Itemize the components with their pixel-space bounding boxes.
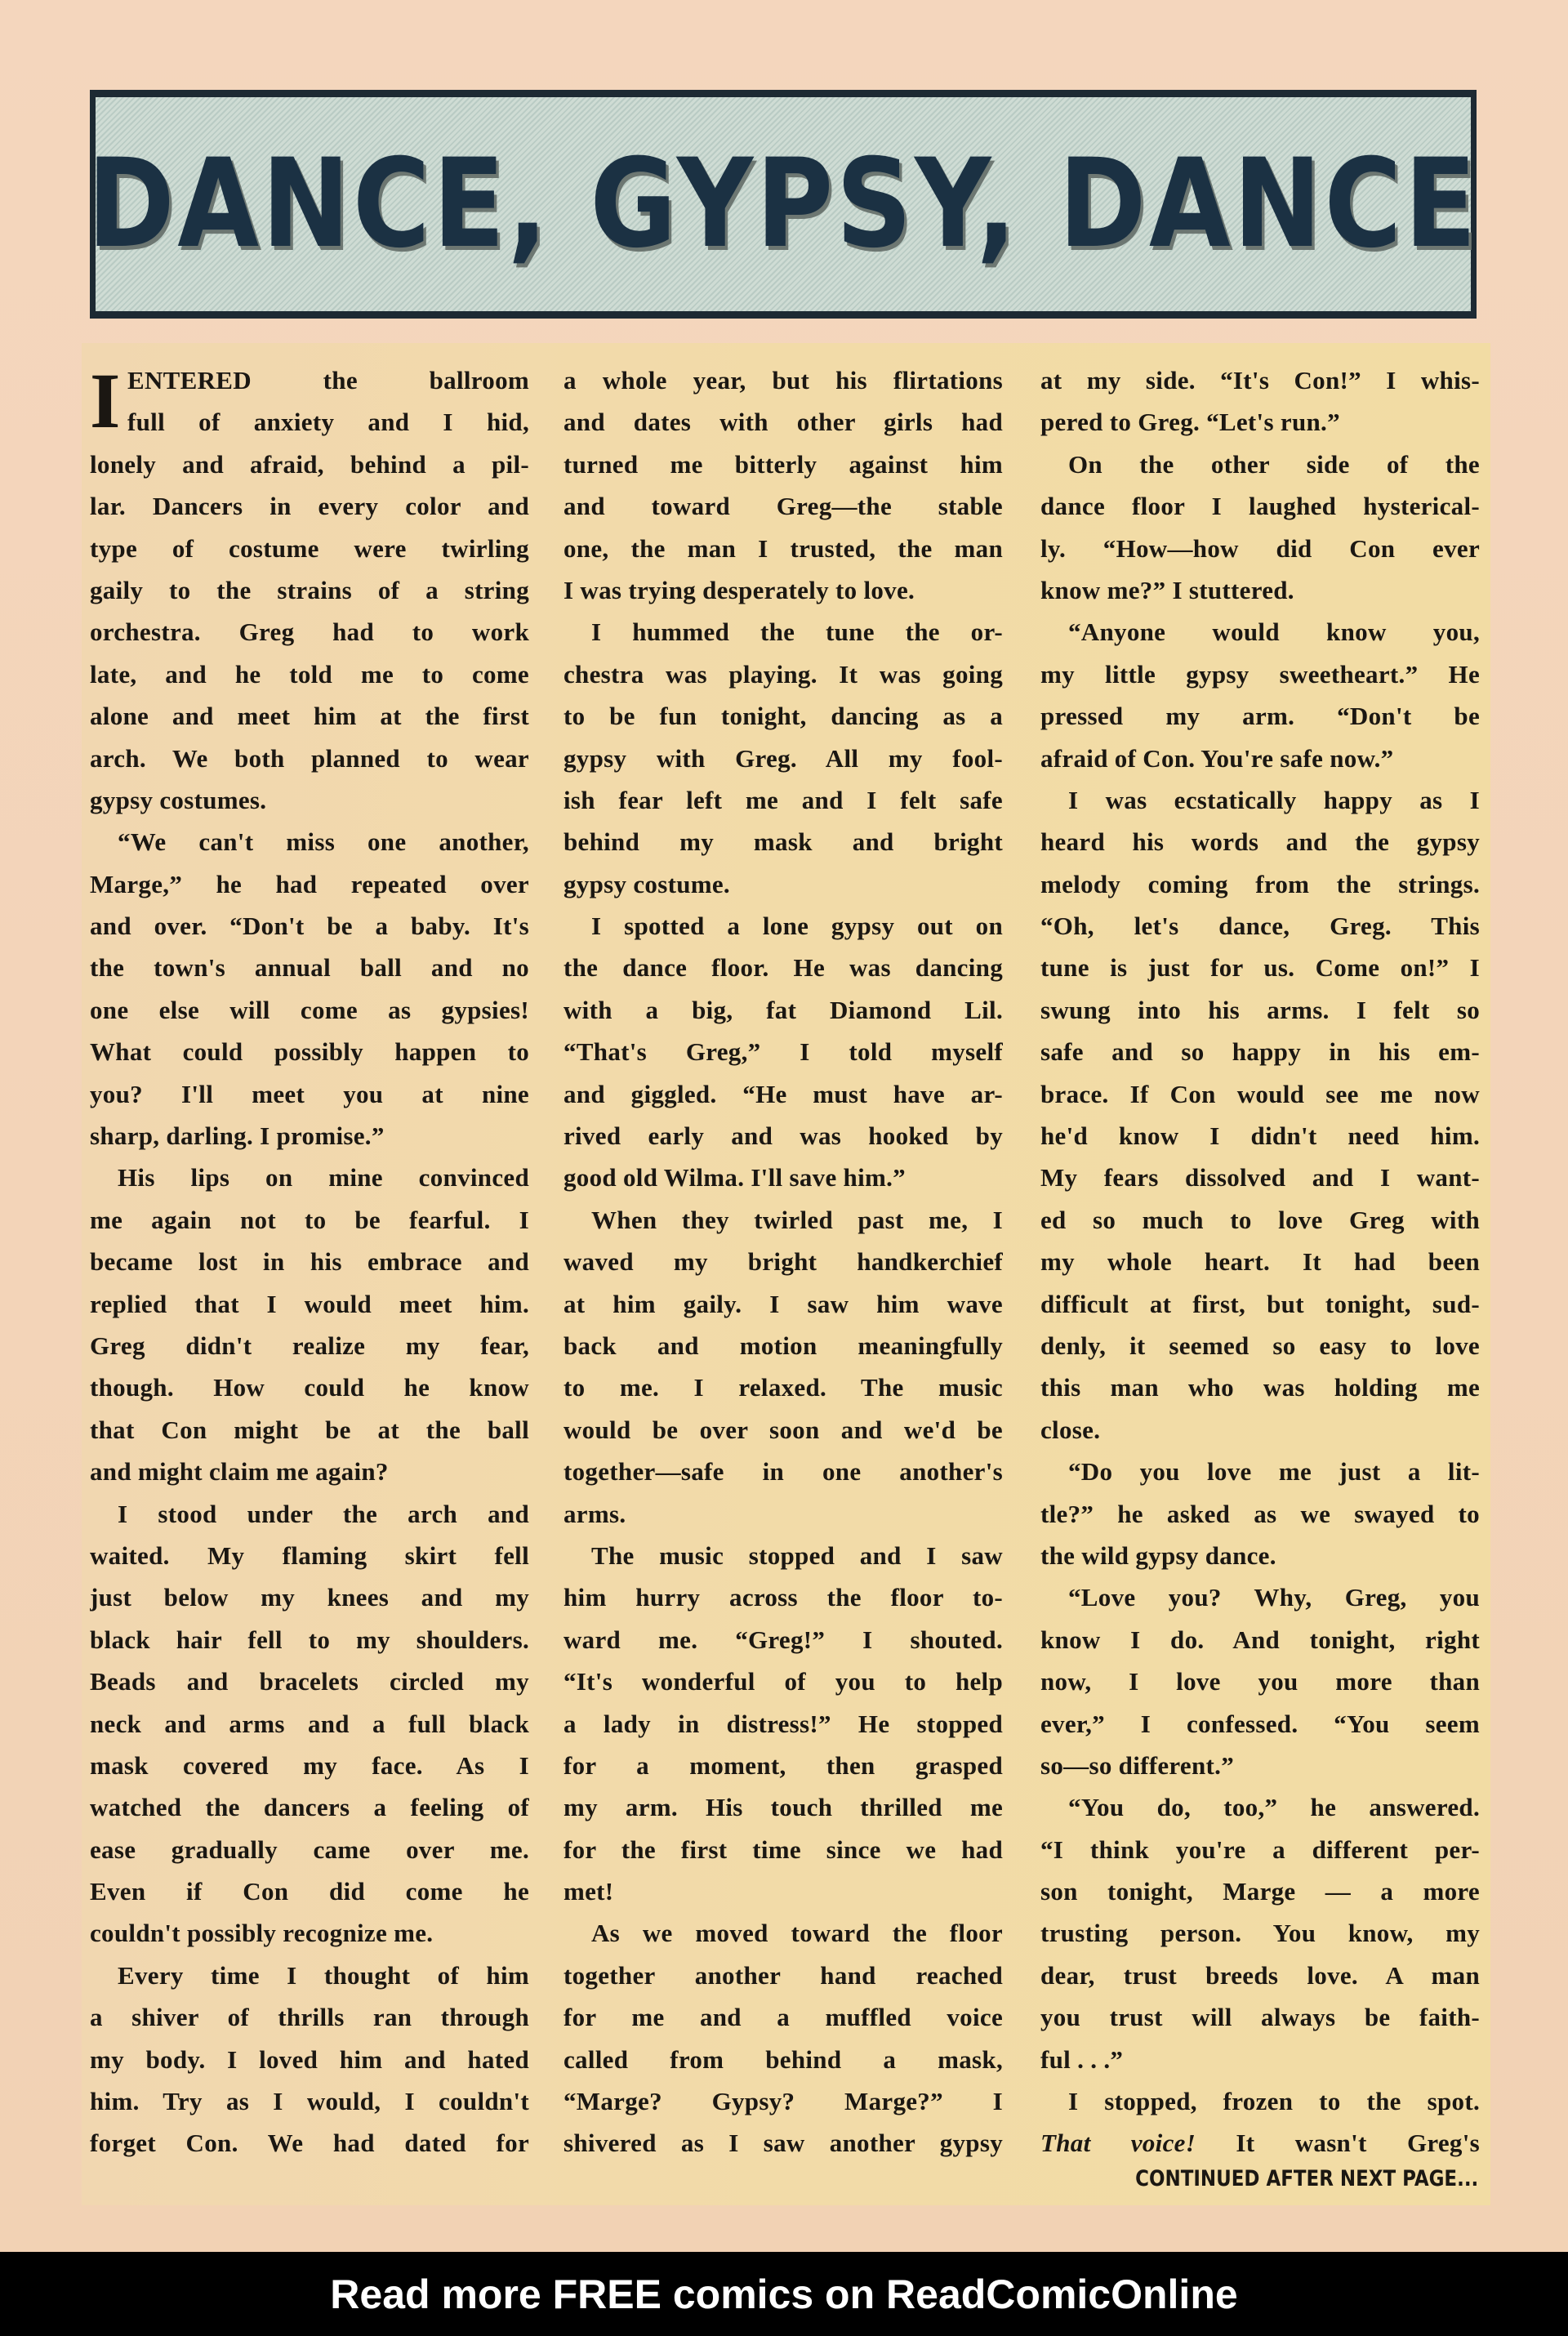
text-line: “Anyone would know you,	[1068, 617, 1480, 647]
text-line: and might claim me again?	[90, 1457, 389, 1487]
text-line: the town's annual ball and no	[90, 953, 529, 983]
text-line: ish fear left me and I felt safe	[564, 785, 1003, 814]
text-line: I stopped, frozen to the spot.	[1068, 2087, 1480, 2116]
text-line: you? I'll meet you at nine	[90, 1079, 529, 1108]
text-line: trusting person. You know, my	[1040, 1919, 1480, 1948]
text-line: I stood under the arch and	[118, 1499, 529, 1528]
text-line: heard his words and the gypsy	[1040, 827, 1480, 857]
text-line: Every time I thought of him	[118, 1960, 529, 1990]
text-line: so—so different.”	[1040, 1750, 1235, 1780]
text-line: The music stopped and I saw	[591, 1540, 1003, 1570]
text-line: just below my knees and my	[90, 1583, 529, 1612]
text-line: gypsy with Greg. All my fool-	[564, 743, 1003, 773]
text-line: I was trying desperately to love.	[564, 575, 915, 604]
text-line: melody coming from the strings.	[1040, 869, 1480, 898]
text-line: with a big, fat Diamond Lil.	[564, 995, 1003, 1024]
text-line: and toward Greg—the stable	[564, 492, 1003, 521]
text-line: gaily to the strains of a string	[90, 575, 529, 604]
text-line: one, the man I trusted, the man	[564, 533, 1003, 563]
text-line: became lost in his embrace and	[90, 1247, 529, 1277]
text-line: waved my bright handkerchief	[564, 1247, 1003, 1277]
emphasis-text: That voice!	[1040, 2129, 1196, 2158]
text-line: ease gradually came over me.	[90, 1834, 529, 1864]
text-line: shivered as I saw another gypsy	[564, 2129, 1003, 2158]
text-line: for the first time since we had	[564, 1834, 1003, 1864]
text-line: full of anxiety and I hid,	[127, 408, 529, 437]
text-line: turned me bitterly against him	[564, 449, 1003, 479]
text-line: His lips on mine convinced	[118, 1163, 529, 1193]
text-line: alone and meet him at the first	[90, 702, 529, 731]
text-line: know I do. And tonight, right	[1040, 1625, 1480, 1654]
text-line: that Con might be at the ball	[90, 1415, 529, 1444]
text-line: lonely and afraid, behind a pil-	[90, 449, 529, 479]
text-line: “Love you? Why, Greg, you	[1068, 1583, 1480, 1612]
text-line: arch. We both planned to wear	[90, 743, 529, 773]
continued-notice: CONTINUED AFTER NEXT PAGE...	[1134, 2166, 1478, 2191]
text-span: It wasn't Greg's	[1196, 2129, 1480, 2158]
text-line: “Marge? Gypsy? Marge?” I	[564, 2087, 1003, 2116]
text-line: I spotted a lone gypsy out on	[591, 912, 1003, 941]
text-line: safe and so happy in his em-	[1040, 1037, 1480, 1067]
text-line: type of costume were twirling	[90, 533, 529, 563]
text-line: now, I love you more than	[1040, 1667, 1480, 1696]
text-line: you trust will always be faith-	[1040, 2003, 1480, 2032]
text-line: “Do you love me just a lit-	[1068, 1457, 1480, 1487]
text-line: waited. My flaming skirt fell	[90, 1540, 529, 1570]
text-line: couldn't possibly recognize me.	[90, 1919, 434, 1948]
text-line: I was ecstatically happy as I	[1068, 785, 1480, 814]
text-line: watched the dancers a feeling of	[90, 1793, 529, 1822]
text-line: know me?” I stuttered.	[1040, 575, 1294, 604]
text-line: ward me. “Greg!” I shouted.	[564, 1625, 1003, 1654]
text-line: ENTERED the ballroom	[127, 366, 529, 395]
text-line: and dates with other girls had	[564, 408, 1003, 437]
text-line: for a moment, then grasped	[564, 1750, 1003, 1780]
text-line: good old Wilma. I'll save him.”	[564, 1163, 906, 1193]
text-line: mask covered my face. As I	[90, 1750, 529, 1780]
text-line: rived early and was hooked by	[564, 1121, 1003, 1151]
text-line: “We can't miss one another,	[118, 827, 529, 857]
text-line: Even if Con did come he	[90, 1877, 529, 1906]
text-line: my arm. His touch thrilled me	[564, 1793, 1003, 1822]
text-line: tle?” he asked as we swayed to	[1040, 1499, 1480, 1528]
text-line: together another hand reached	[564, 1960, 1003, 1990]
text-line: pered to Greg. “Let's run.”	[1040, 408, 1340, 437]
text-line: and giggled. “He must have ar-	[564, 1079, 1003, 1108]
text-line: gypsy costumes.	[90, 785, 267, 814]
text-line: my whole heart. It had been	[1040, 1247, 1480, 1277]
text-line: my little gypsy sweetheart.” He	[1040, 659, 1480, 689]
text-line: arms.	[564, 1499, 626, 1528]
text-line: gypsy costume.	[564, 869, 730, 898]
text-line: I hummed the tune the or-	[591, 617, 1003, 647]
text-line: ever,” I confessed. “You seem	[1040, 1709, 1480, 1738]
text-line: As we moved toward the floor	[591, 1919, 1003, 1948]
text-line: sharp, darling. I promise.”	[90, 1121, 385, 1151]
text-line: he'd know I didn't need him.	[1040, 1121, 1480, 1151]
text-line: back and motion meaningfully	[564, 1331, 1003, 1360]
text-line: brace. If Con would see me now	[1040, 1079, 1480, 1108]
footer-banner[interactable]	[0, 2252, 1568, 2336]
drop-cap: I	[90, 357, 121, 444]
text-line: the wild gypsy dance.	[1040, 1540, 1276, 1570]
text-line: at my side. “It's Con!” I whis-	[1040, 366, 1480, 395]
text-line: ful . . .”	[1040, 2044, 1124, 2074]
text-line: called from behind a mask,	[564, 2044, 1003, 2074]
text-line: When they twirled past me, I	[591, 1205, 1003, 1234]
footer-link[interactable]: Read more FREE comics on ReadComicOnline	[330, 2271, 1238, 2317]
text-line: late, and he told me to come	[90, 659, 529, 689]
story-title: DANCE, GYPSY, DANCE	[87, 133, 1480, 275]
text-line: to me. I relaxed. The music	[564, 1373, 1003, 1402]
text-line: to be fun tonight, dancing as a	[564, 702, 1003, 731]
text-line: swung into his arms. I felt so	[1040, 995, 1480, 1024]
text-line: What could possibly happen to	[90, 1037, 529, 1067]
text-line: orchestra. Greg had to work	[90, 617, 529, 647]
text-line: at him gaily. I saw him wave	[564, 1289, 1003, 1318]
text-line: chestra was playing. It was going	[564, 659, 1003, 689]
text-line: ly. “How—how did Con ever	[1040, 533, 1480, 563]
text-line: black hair fell to my shoulders.	[90, 1625, 529, 1654]
text-line: close.	[1040, 1415, 1101, 1444]
text-line: met!	[564, 1877, 614, 1906]
text-line: dance floor I laughed hysterical-	[1040, 492, 1480, 521]
text-line: him. Try as I would, I couldn't	[90, 2087, 529, 2116]
text-line: pressed my arm. “Don't be	[1040, 702, 1480, 731]
text-line	[1040, 2122, 1480, 2164]
text-line: “That's Greg,” I told myself	[564, 1037, 1003, 1067]
text-line: one else will come as gypsies!	[90, 995, 529, 1024]
text-line: behind my mask and bright	[564, 827, 1003, 857]
text-line: for me and a muffled voice	[564, 2003, 1003, 2032]
text-line: Beads and bracelets circled my	[90, 1667, 529, 1696]
text-line: Marge,” he had repeated over	[90, 869, 529, 898]
text-line: him hurry across the floor to-	[564, 1583, 1003, 1612]
text-line: together—safe in one another's	[564, 1457, 1003, 1487]
text-line: forget Con. We had dated for	[90, 2129, 529, 2158]
text-line: and over. “Don't be a baby. It's	[90, 912, 529, 941]
text-line: son tonight, Marge — a more	[1040, 1877, 1480, 1906]
text-line: My fears dissolved and I want-	[1040, 1163, 1480, 1193]
text-line: “It's wonderful of you to help	[564, 1667, 1003, 1696]
text-line: a lady in distress!” He stopped	[564, 1709, 1003, 1738]
text-line: a shiver of thrills ran through	[90, 2003, 529, 2032]
text-line: “I think you're a different per-	[1040, 1834, 1480, 1864]
text-column-3	[1040, 359, 1480, 2164]
text-line: lar. Dancers in every color and	[90, 492, 529, 521]
text-line: this man who was holding me	[1040, 1373, 1480, 1402]
text-line: replied that I would meet him.	[90, 1289, 529, 1318]
title-box	[87, 90, 1480, 319]
text-line: tune is just for us. Come on!” I	[1040, 953, 1480, 983]
text-line: my body. I loved him and hated	[90, 2044, 529, 2074]
text-line: the dance floor. He was dancing	[564, 953, 1003, 983]
text-line: a whole year, but his flirtations	[564, 366, 1003, 395]
text-line: denly, it seemed so easy to love	[1040, 1331, 1480, 1360]
text-line: neck and arms and a full black	[90, 1709, 529, 1738]
text-line: dear, trust breeds love. A man	[1040, 1960, 1480, 1990]
text-line: ed so much to love Greg with	[1040, 1205, 1480, 1234]
text-line: afraid of Con. You're safe now.”	[1040, 743, 1394, 773]
text-line: “Oh, let's dance, Greg. This	[1040, 912, 1480, 941]
text-column-1	[90, 359, 529, 2164]
text-line: Greg didn't realize my fear,	[90, 1331, 529, 1360]
text-line: On the other side of the	[1068, 449, 1480, 479]
text-line: me again not to be fearful. I	[90, 1205, 529, 1234]
text-line: “You do, too,” he answered.	[1068, 1793, 1480, 1822]
text-line: would be over soon and we'd be	[564, 1415, 1003, 1444]
text-line: though. How could he know	[90, 1373, 529, 1402]
text-column-2	[564, 359, 1003, 2164]
text-line: difficult at first, but tonight, sud-	[1040, 1289, 1480, 1318]
